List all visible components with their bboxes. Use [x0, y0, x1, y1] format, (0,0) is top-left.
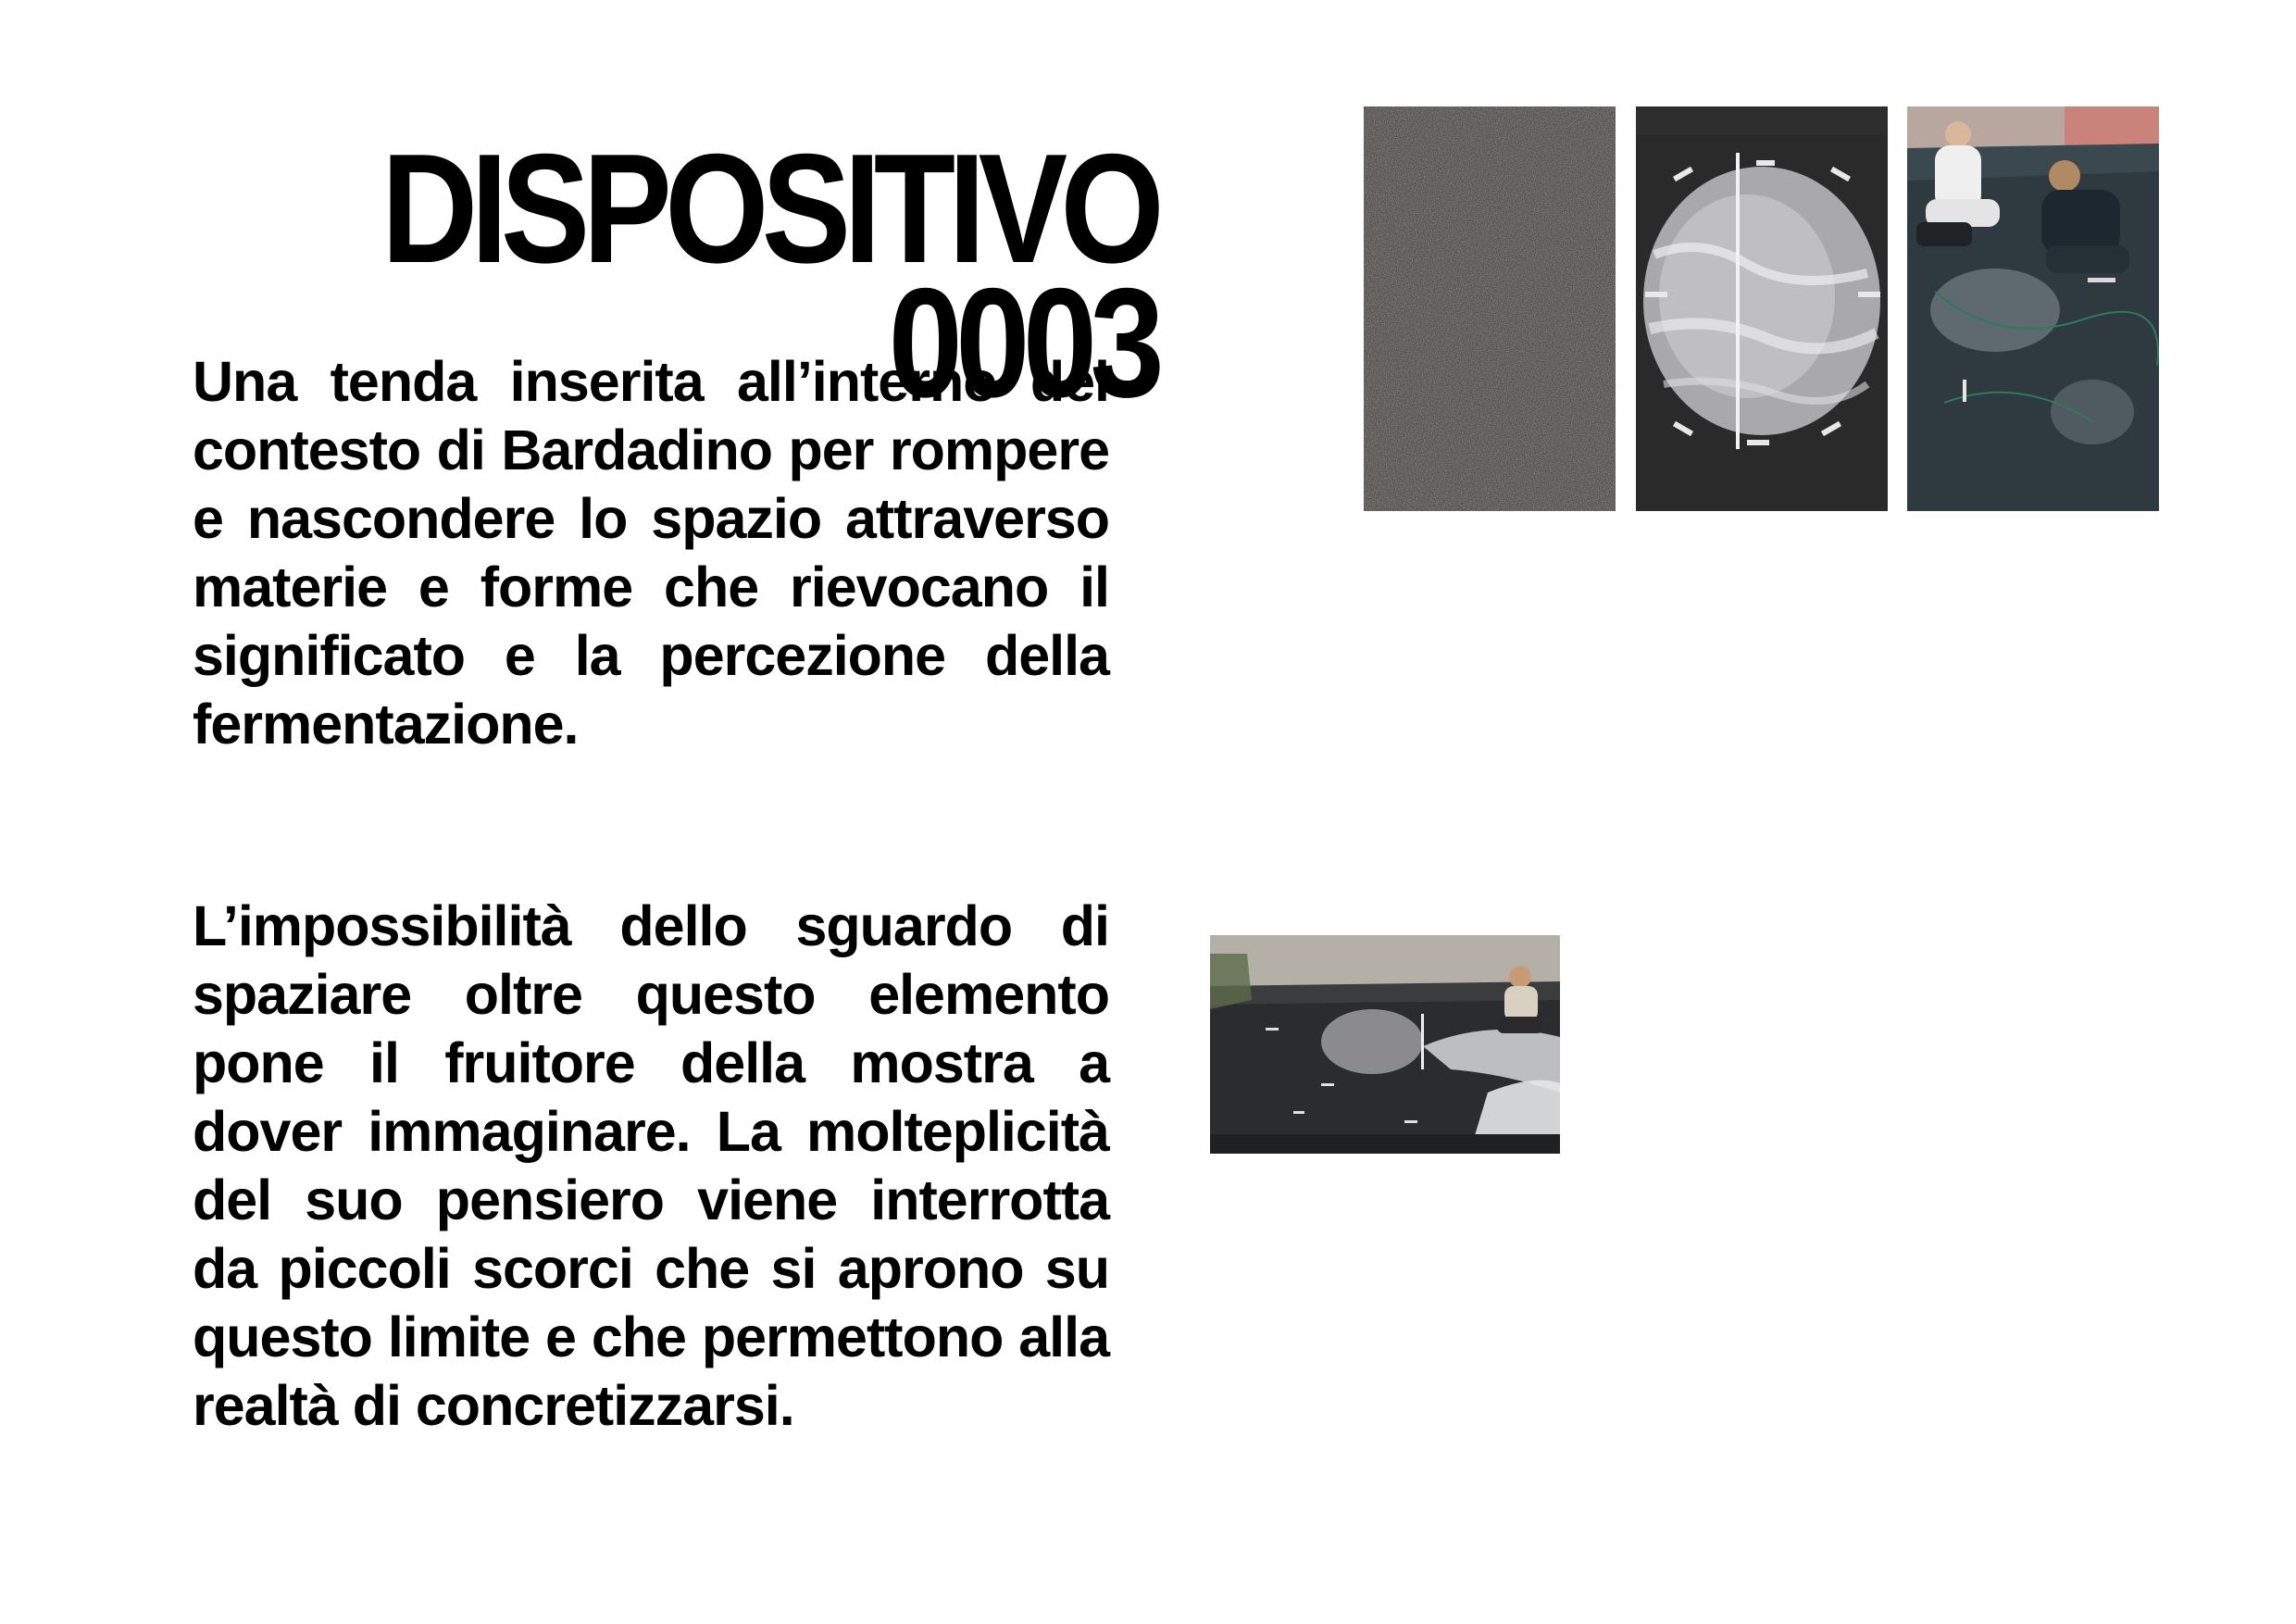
paragraph-concept: L’impossibilità dello sguardo di spaziare oltre questo elemento pone il fruitore della mostra a dover immaginare. La molteplicità del suo pensiero viene interrotta da piccoli scorci che si aprono su questo limite e che permettono alla realtà di concretizzarsi.: [193, 894, 1109, 1437]
photo-felt-texture: [1364, 106, 1616, 511]
paragraph-description: Una tenda inserita all’interno del contesto di Bardadino per rompere e nascondere lo spazio attraverso materie e forme che rievocano il significato e la percezione della fermentazione.: [193, 350, 1109, 756]
photo-overview: [1210, 935, 1560, 1154]
title-line-2: 0003: [888, 255, 1157, 430]
photo-people-working: [1907, 106, 2159, 511]
photo-taped-oval: [1636, 106, 1888, 511]
title-line-1: DISPOSITIVO: [381, 120, 1158, 295]
